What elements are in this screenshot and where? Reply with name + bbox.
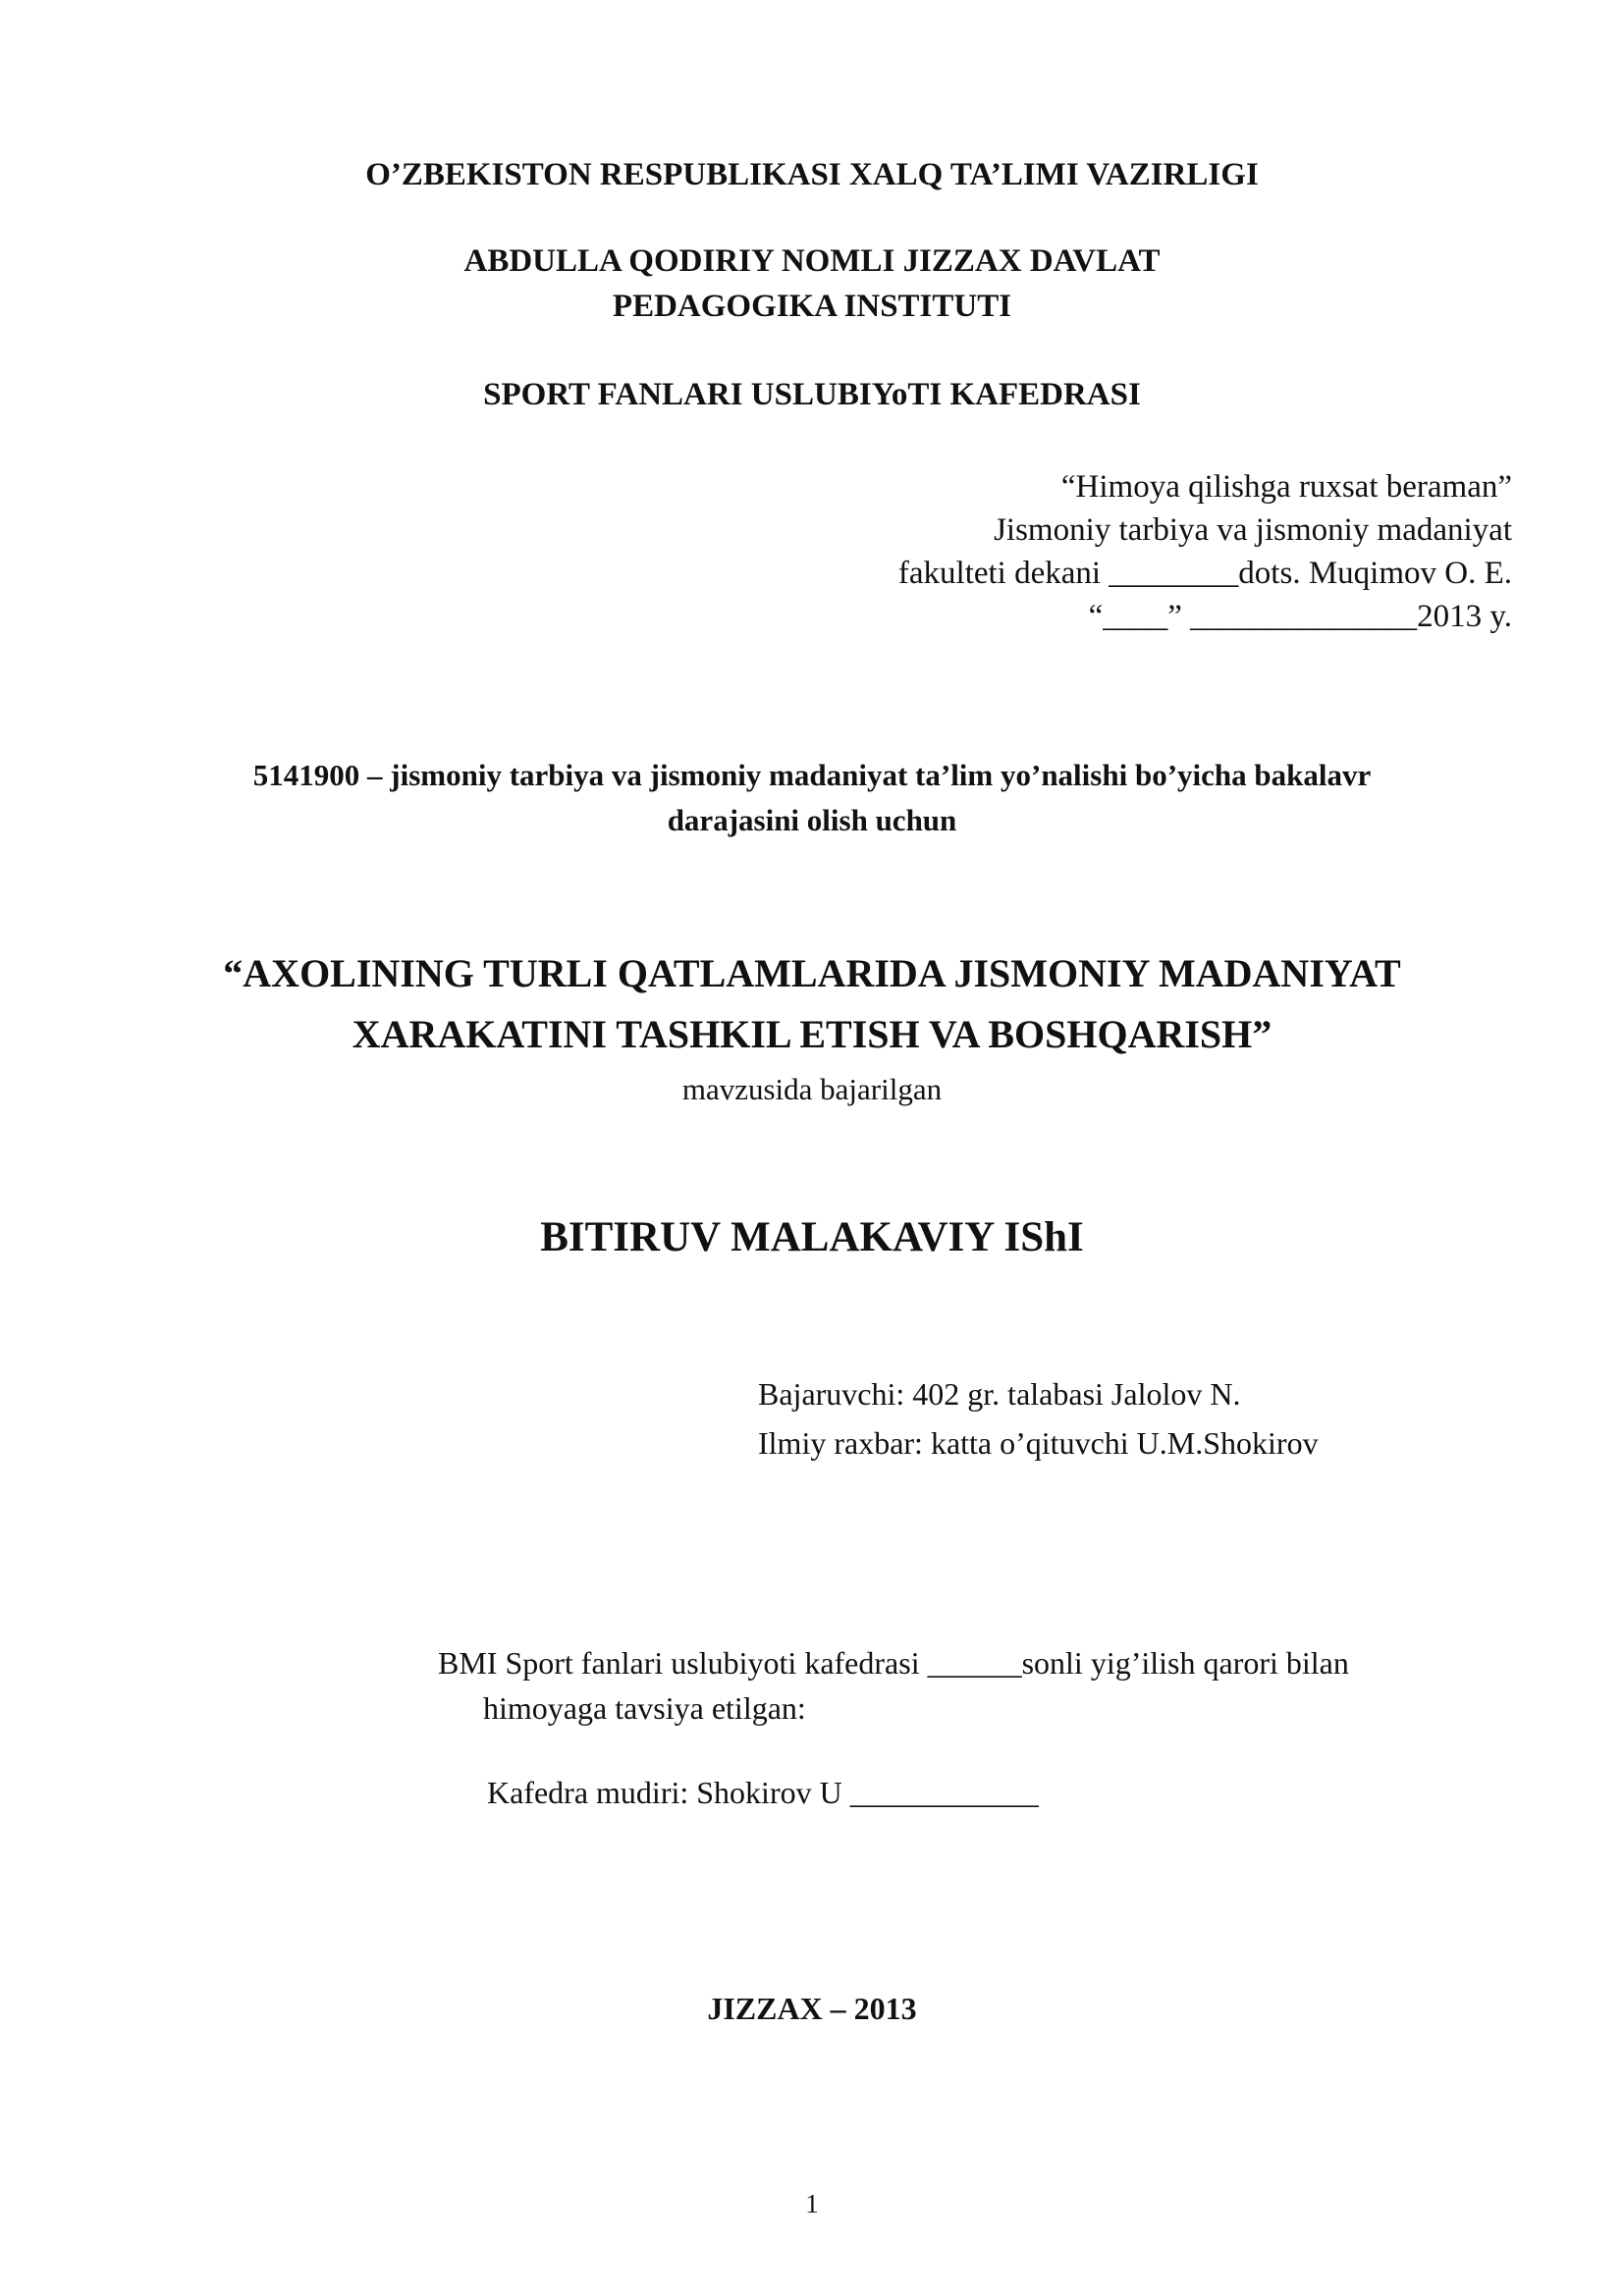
city-year: JIZZAX – 2013 (707, 1991, 917, 2026)
recommendation-line-2: himoyaga tavsiya etilgan: (483, 1690, 806, 1726)
degree-line-2: darajasini olish uchun (667, 803, 957, 837)
recommendation-line-1: BMI Sport fanlari uslubiyoti kafedrasi ______sonli yig’ilish qarori bilan (438, 1645, 1349, 1681)
executor-supervisor: Ilmiy raxbar: katta o’qituvchi U.M.Shokirov (758, 1425, 1319, 1461)
approval-line-3: fakulteti dekani ________dots. Muqimov O. E. (897, 556, 1512, 591)
department-head-signature-line: Kafedra mudiri: Shokirov U ____________ (487, 1775, 1039, 1810)
topic-title-line-1: “AXOLINING TURLI QATLAMLARIDA JISMONIY MADANIYAT (223, 951, 1401, 995)
institute-heading-line1: ABDULLA QODIRIY NOMLI JIZZAX DAVLAT (463, 243, 1161, 279)
work-type-title: BITIRUV MALAKAVIY IShI (540, 1214, 1084, 1260)
approval-line-1: “Himoya qilishga ruxsat beraman” (1060, 469, 1512, 505)
institute-heading-line2: PEDAGOGIKA INSTITUTI (612, 289, 1012, 324)
degree-line-1: 5141900 – jismoniy tarbiya va jismoniy madaniyat ta’lim yo’nalishi bo’yicha bakalavr (252, 758, 1372, 792)
approval-line-2: Jismoniy tarbiya va jismoniy madaniyat (994, 512, 1512, 548)
executor-student: Bajaruvchi: 402 gr. talabasi Jalolov N. (758, 1376, 1241, 1412)
page-number: 1 (805, 2189, 819, 2218)
topic-note: mavzusida bajarilgan (681, 1072, 943, 1106)
department-heading: SPORT FANLARI USLUBIYoTI KAFEDRASI (483, 377, 1141, 412)
approval-date-line: “____” ______________2013 y. (1088, 599, 1512, 634)
ministry-heading: O’ZBEKISTON RESPUBLIKASI XALQ TA’LIMI VAZIRLIGI (365, 157, 1259, 192)
topic-title-line-2: XARAKATINI TASHKIL ETISH VA BOSHQARISH” (352, 1012, 1272, 1056)
